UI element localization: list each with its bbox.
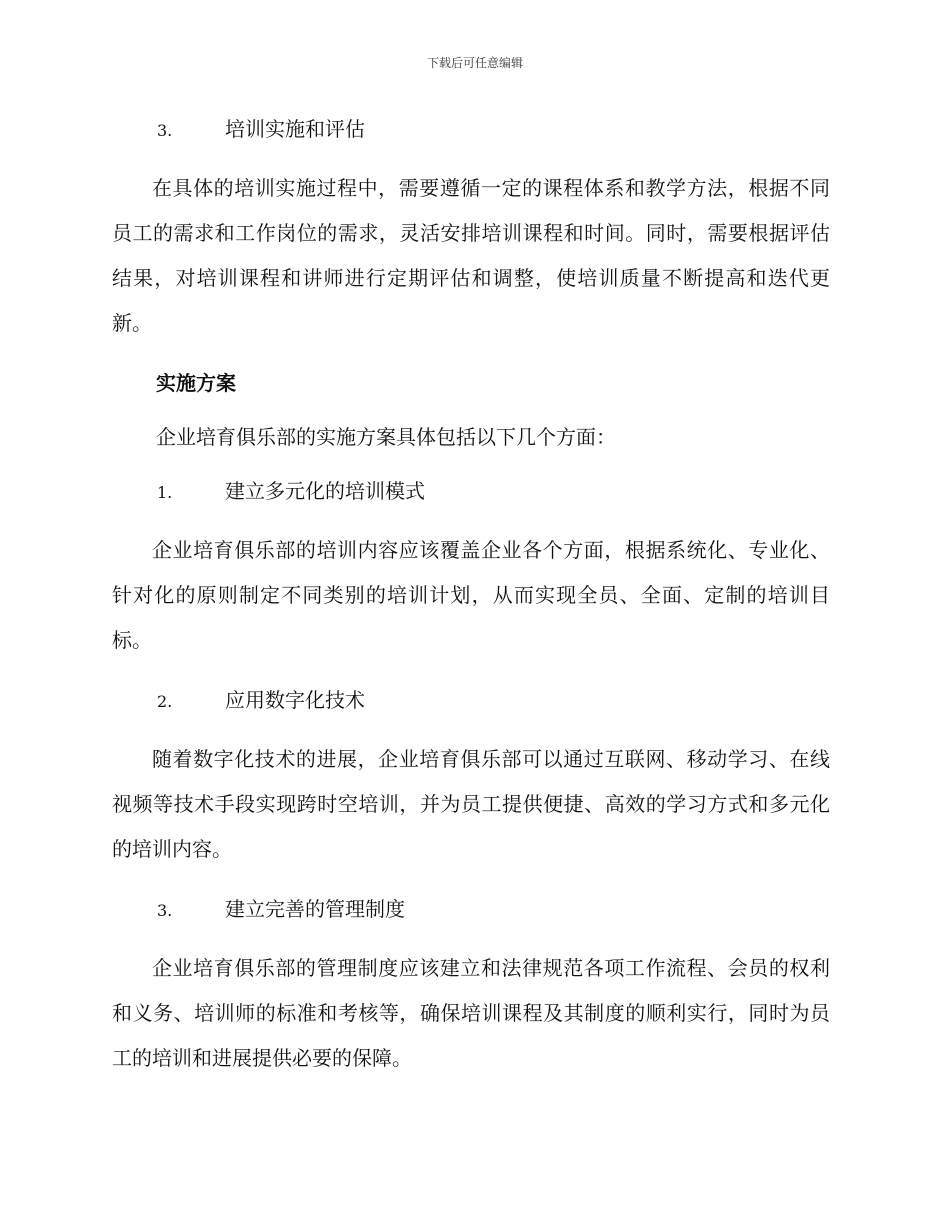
item-number: 3. [157,901,173,920]
intro-paragraph: 企业培育俱乐部的实施方案具体包括以下几个方面： [156,425,616,449]
paragraph-diverse-training: 企业培育俱乐部的培训内容应该覆盖企业各个方面，根据系统化、专业化、针对化的原则制定不同类别的培训计划，从而实现全员、全面、定制的培训目标。 [112,538,830,652]
paragraph-training-implementation: 在具体的培训实施过程中，需要遵循一定的课程体系和教学方法，根据不同员工的需求和工作岗位的需求，灵活安排培训课程和时间。同时，需要根据评估结果，对培训课程和讲师进行定期评估和调整，使培训质量不断提高和迭代更新。 [112,176,830,335]
numbered-heading-diverse-training [112,474,830,508]
item-title: 应用数字化技术 [225,688,365,712]
numbered-heading-digital-tech [112,683,830,717]
paragraph-digital-tech: 随着数字化技术的进展，企业培育俱乐部可以通过互联网、移动学习、在线视频等技术手段实现跨时空培训，并为员工提供便捷、高效的学习方式和多元化的培训内容。 [112,747,830,861]
page-header: 下载后可任意编辑 [426,56,523,70]
numbered-heading-training-implementation [112,112,830,146]
document-body [112,112,830,1101]
item-number: 2. [157,692,173,711]
item-title: 培训实施和评估 [225,117,365,141]
item-number: 3. [157,121,173,140]
item-number: 1. [157,483,173,502]
item-title: 建立完善的管理制度 [225,897,405,921]
paragraph-management-system: 企业培育俱乐部的管理制度应该建立和法律规范各项工作流程、会员的权利和义务、培训师的标准和考核等，确保培训课程及其制度的顺利实行，同时为员工的培训和进展提供必要的保障。 [112,956,830,1070]
item-title: 建立多元化的培训模式 [225,479,425,503]
numbered-heading-management-system [112,892,830,926]
section-heading-implementation-plan: 实施方案 [156,371,236,395]
